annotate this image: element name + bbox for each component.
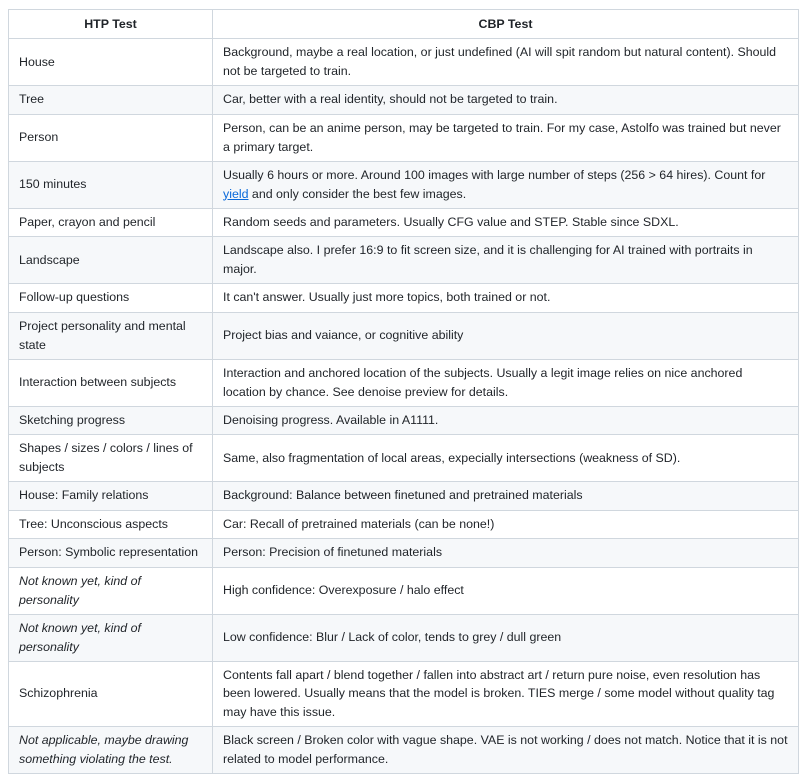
htp-cell: Person: Symbolic representation xyxy=(9,539,213,568)
cbp-text-before-link: Usually 6 hours or more. Around 100 images with large number of steps (256 > 64 hires). Count for xyxy=(223,167,766,182)
cbp-cell xyxy=(213,161,799,208)
cbp-cell: Low confidence: Blur / Lack of color, tends to grey / dull green xyxy=(213,614,799,661)
cbp-cell: High confidence: Overexposure / halo effect xyxy=(213,567,799,614)
cbp-cell: Person: Precision of finetuned materials xyxy=(213,539,799,568)
cbp-cell: Interaction and anchored location of the subjects. Usually a legit image relies on nice anchored location by chance. See denoise preview for details. xyxy=(213,359,799,406)
htp-cell: Sketching progress xyxy=(9,406,213,435)
table-row xyxy=(9,482,799,511)
cbp-cell: Random seeds and parameters. Usually CFG value and STEP. Stable since SDXL. xyxy=(213,208,799,237)
htp-cell: Not applicable, maybe drawing something violating the test. xyxy=(9,727,213,774)
yield-link[interactable]: yield xyxy=(223,186,249,201)
htp-cell: Project personality and mental state xyxy=(9,312,213,359)
cbp-cell: Person, can be an anime person, may be targeted to train. For my case, Astolfo was trained but never a primary target. xyxy=(213,114,799,161)
table-row xyxy=(9,614,799,661)
htp-cell: Follow-up questions xyxy=(9,284,213,313)
table-row xyxy=(9,567,799,614)
table-row xyxy=(9,406,799,435)
table-row xyxy=(9,312,799,359)
table-row xyxy=(9,661,799,727)
table-row xyxy=(9,510,799,539)
header-htp-test: HTP Test xyxy=(9,10,213,39)
cbp-cell: Contents fall apart / blend together / fallen into abstract art / return pure noise, even resolution has been lowered. Usually means that the model is broken. TIES merge / some model without quality tag may have this issue. xyxy=(213,661,799,727)
table-row xyxy=(9,86,799,115)
table-row xyxy=(9,161,799,208)
htp-cell: Schizophrenia xyxy=(9,661,213,727)
header-cbp-test: CBP Test xyxy=(213,10,799,39)
cbp-cell: Background, maybe a real location, or just undefined (AI will spit random but natural content). Should not be targeted to train. xyxy=(213,39,799,86)
table-row xyxy=(9,237,799,284)
cbp-cell: Project bias and vaiance, or cognitive ability xyxy=(213,312,799,359)
htp-cell: Not known yet, kind of personality xyxy=(9,614,213,661)
cbp-text-after-link: and only consider the best few images. xyxy=(248,186,467,201)
table-row xyxy=(9,539,799,568)
cbp-cell: Same, also fragmentation of local areas, expecially intersections (weakness of SD). xyxy=(213,435,799,482)
htp-cell: Person xyxy=(9,114,213,161)
comparison-table xyxy=(8,9,799,774)
table-row xyxy=(9,284,799,313)
table-row xyxy=(9,359,799,406)
cbp-cell: Landscape also. I prefer 16:9 to fit screen size, and it is challenging for AI trained with portraits in major. xyxy=(213,237,799,284)
cbp-cell: Denoising progress. Available in A1111. xyxy=(213,406,799,435)
table-row xyxy=(9,208,799,237)
htp-cell: Not known yet, kind of personality xyxy=(9,567,213,614)
htp-cell: Tree: Unconscious aspects xyxy=(9,510,213,539)
cbp-cell: Black screen / Broken color with vague shape. VAE is not working / does not match. Notice that it is not related to model performance. xyxy=(213,727,799,774)
cbp-cell: Car, better with a real identity, should not be targeted to train. xyxy=(213,86,799,115)
table-row xyxy=(9,435,799,482)
htp-cell: Paper, crayon and pencil xyxy=(9,208,213,237)
htp-cell: 150 minutes xyxy=(9,161,213,208)
htp-cell: Shapes / sizes / colors / lines of subjects xyxy=(9,435,213,482)
table-row xyxy=(9,114,799,161)
table-row xyxy=(9,727,799,774)
table-header-row xyxy=(9,10,799,39)
htp-cell: House: Family relations xyxy=(9,482,213,511)
htp-cell: Landscape xyxy=(9,237,213,284)
htp-cell: Tree xyxy=(9,86,213,115)
table-row xyxy=(9,39,799,86)
htp-cell: Interaction between subjects xyxy=(9,359,213,406)
cbp-cell: Background: Balance between finetuned and pretrained materials xyxy=(213,482,799,511)
cbp-cell: Car: Recall of pretrained materials (can be none!) xyxy=(213,510,799,539)
cbp-cell: It can't answer. Usually just more topics, both trained or not. xyxy=(213,284,799,313)
htp-cell: House xyxy=(9,39,213,86)
